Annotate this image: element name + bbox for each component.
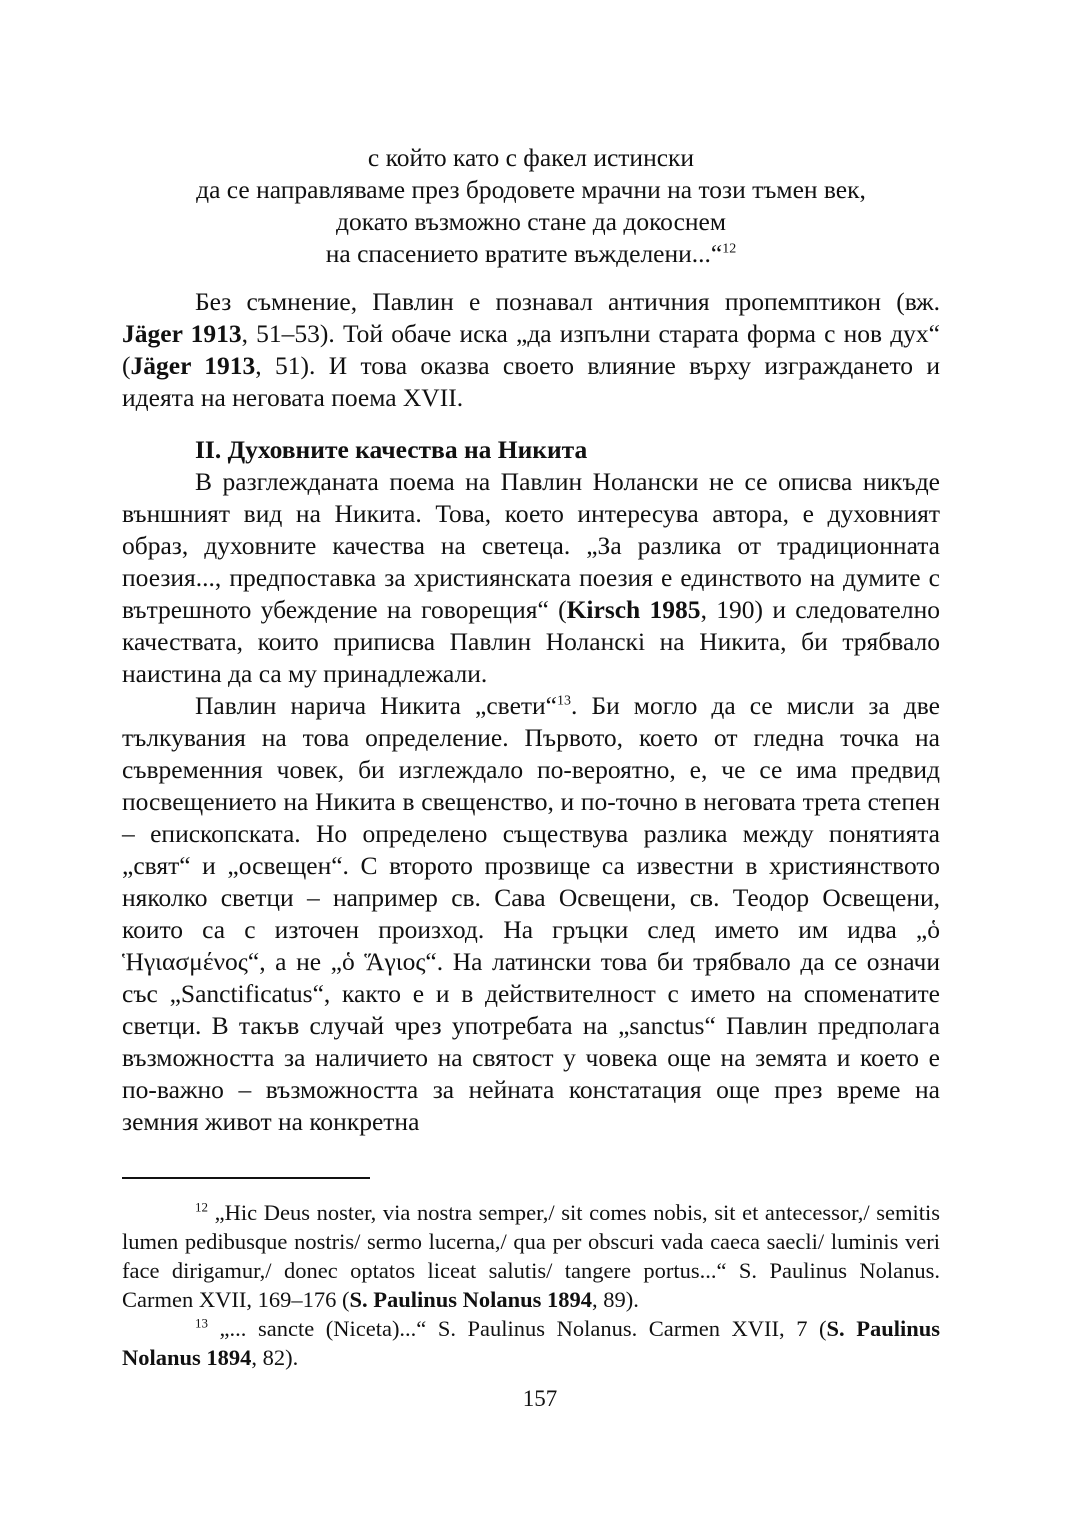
verse-line-last: [122, 238, 940, 270]
verse-line: да се направляваме през бродовете мрачни на този тъмен век,: [196, 175, 866, 204]
footnote-text: „... sancte (Niceta)...“ S. Paulinus Nolanus. Carmen XVII, 7 (: [208, 1316, 827, 1341]
citation-source: S. Paulinus Nolanus 1894: [349, 1287, 593, 1312]
footnote-text: , 89).: [592, 1287, 639, 1312]
verse-quotation: [122, 142, 940, 270]
footnote-number: 12: [195, 1199, 208, 1215]
footnote-text: „Hic Deus noster, via nostra semper,/ sit comes nobis, sit et antecessor,/ semitis lumen pedibusque nostris/ sermo lucerna,/ qua per obscuri vada caeca saecli/ luminis veri face dirigamur,/ donec optatos liceat salutis/ tangere portus...“ S. Paulinus Nolanus. Carmen XVII, 169–176 (: [122, 1200, 940, 1312]
footnote-number: 13: [195, 1315, 208, 1331]
paragraph-3: [122, 690, 940, 1138]
paragraph-2: [122, 466, 940, 690]
text-run: , 51–53). Той обаче иска „да изпълни старата форма с нов дух“ (: [122, 319, 940, 380]
text-run: , 190) и следователно качествата, които приписва Павлин Ноланскi на Никита, би трябвало наистина да са му принадлежали.: [122, 595, 940, 688]
page-number: 157: [522, 1386, 558, 1411]
main-text: [122, 286, 940, 1138]
citation-author: Jäger 1913: [122, 319, 242, 348]
citation-source: S. Paulinus Nolanus 1894: [122, 1316, 940, 1370]
paragraph-1: [122, 286, 940, 414]
footnote-separator: [122, 1177, 370, 1179]
citation-author: Kirsch 1985: [566, 595, 701, 624]
text-run: Павлин нарича Никита „свети“: [195, 691, 557, 720]
citation-author: Jäger 1913: [130, 351, 256, 380]
footnote-ref-12[interactable]: 12: [722, 241, 737, 257]
footnote-13: [122, 1314, 940, 1372]
verse-line-text: на спасението вратите въжделени...“: [325, 239, 723, 268]
text-run: В разглежданата поема на Павлин Нолански не се описва никъде външният вид на Никита. Това, което интересува автора, е духовният образ, духовните качества на светеца. „За разлика от традиционната поезия..., предпоставка за християнската поезия е единството на думите с вътрешното убеждение на говорещия“ (: [122, 467, 940, 624]
footnote-ref-13[interactable]: 13: [557, 693, 571, 709]
footnote-12: [122, 1198, 940, 1314]
text-run: Без съмнение, Павлин е познавал античния пропемптикон (вж.: [195, 287, 940, 316]
footnotes: [122, 1198, 940, 1372]
verse-line: докато възможно стане да докоснем: [336, 207, 726, 236]
text-run: . Би могло да се мисли за две тълкувания на това определение. Първото, което от гледна точка на съвременния човек, би изглеждало по-вероятно, е, че се има предвид посвещението на Никита в свещенство, и по-точно в неговата трета степен – епископската. Но определено съществува разлика между понятията „свят“ и „освещен“. С второто прозвище са известни в християнството няколко светци – например св. Сава Освещени, св. Теодор Освещени, които са с източен произход. На гръцки след името им идва „ὁ Ἡγιασμένος“, а не „ὁ Ἅγιος“. На латински това би трябвало да се означи със „Sanctificatus“, както е и в действителност с името на споменатите светци. В такъв случай чрез употребата на „sanctus“ Павлин предполага възможността за наличието на святост у човека още на земята и което е по-важно – възможността за нейната констатация още през време на земния живот на конкретна: [122, 691, 940, 1136]
text-run: , 51). И това оказва своето влияние върху изграждането и идеята на неговата поема XVII.: [122, 351, 940, 412]
section-heading: II. Духовните качества на Никита: [195, 435, 588, 464]
verse-line: с който като с факел истински: [367, 143, 695, 172]
footnote-text: , 82).: [251, 1345, 299, 1370]
